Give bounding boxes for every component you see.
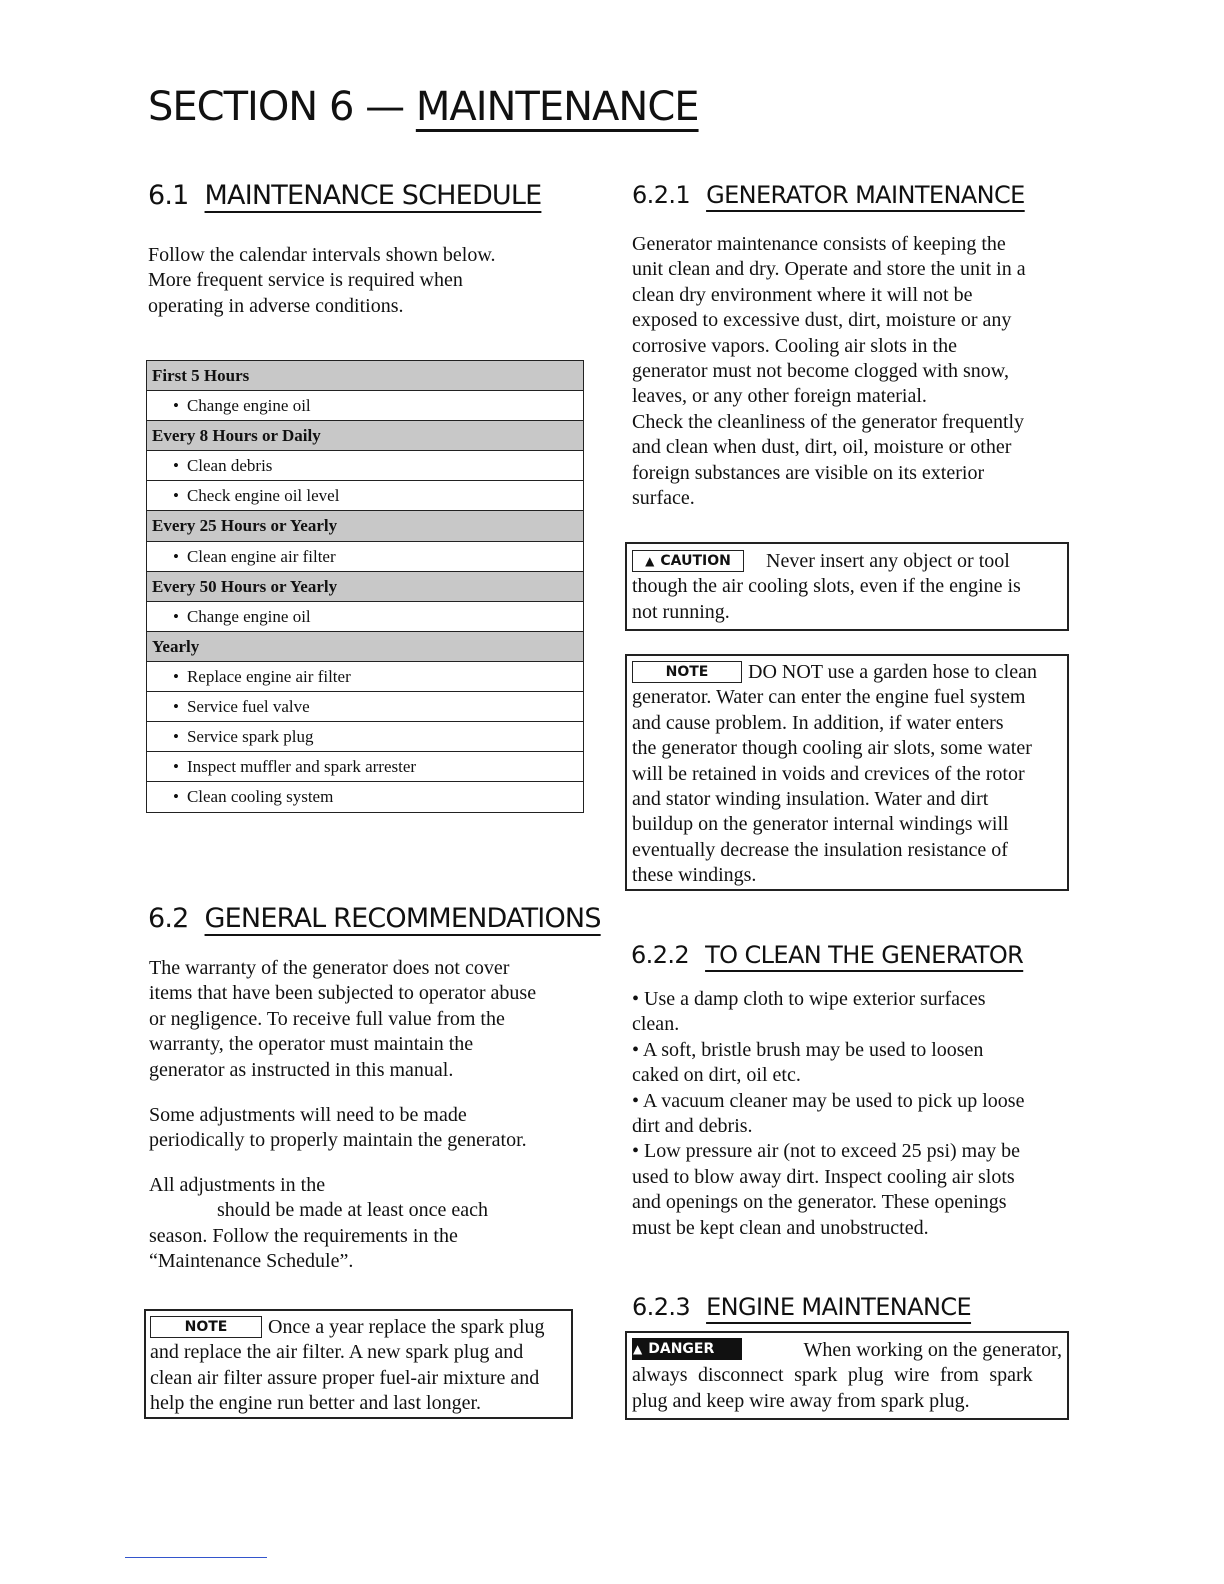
- text-line: Follow the calendar intervals shown below.: [148, 244, 496, 266]
- bullet: •: [173, 757, 179, 777]
- text-line: [150, 1315, 567, 1340]
- text-line: and cause problem. In addition, if water enters: [632, 711, 1004, 734]
- section-6-2-3-heading: [632, 1293, 971, 1321]
- task-label: Inspect muffler and spark arrester: [186, 757, 417, 777]
- bullet: •: [173, 697, 179, 717]
- list-item: caked on dirt, oil etc.: [632, 1064, 801, 1087]
- adjustments-paragraph: [149, 1103, 579, 1154]
- text-line: Some adjustments will need to be made: [149, 1104, 467, 1126]
- task-label: Service fuel valve: [186, 697, 310, 717]
- list-item: clean.: [632, 1013, 680, 1036]
- text-line: exposed to excessive dust, dirt, moisture or any: [632, 309, 1012, 332]
- page-title-main: MAINTENANCE: [415, 84, 699, 130]
- text-line: corrosive vapors. Cooling air slots in the: [632, 334, 957, 357]
- bullet: •: [173, 606, 179, 626]
- section-title: MAINTENANCE SCHEDULE: [204, 180, 542, 211]
- task-label: Replace engine air filter: [186, 666, 351, 686]
- text-line: Generator maintenance consists of keeping the: [632, 233, 1006, 255]
- bullet: •: [173, 396, 179, 416]
- schedule-interval-row: [147, 572, 583, 602]
- schedule-task-row: [147, 692, 583, 722]
- section-number: 6.2.3: [632, 1293, 691, 1321]
- text-line: The warranty of the generator does not cover: [149, 957, 510, 979]
- schedule-task-row: [147, 542, 583, 572]
- interval-label: Yearly: [152, 636, 200, 656]
- text-line: season. Follow the requirements in the: [149, 1224, 458, 1247]
- text-line: surface.: [632, 487, 695, 510]
- interval-label: Every 25 Hours or Yearly: [152, 516, 338, 536]
- task-label: Check engine oil level: [186, 486, 340, 506]
- text-line: will be retained in voids and crevices of the rotor: [632, 762, 1025, 785]
- schedule-task-row: [147, 451, 583, 481]
- text-line: periodically to properly maintain the generator.: [149, 1129, 527, 1152]
- note-text: DO NOT use a garden hose to clean: [748, 661, 1037, 683]
- warning-triangle-icon: ▲: [633, 1342, 643, 1356]
- schedule-task-row: [147, 391, 583, 421]
- caution-text: Never insert any object or tool: [766, 550, 1010, 572]
- warning-triangle-icon: ▲: [645, 554, 655, 568]
- danger-text: When working on the generator,: [803, 1339, 1062, 1361]
- text-line: items that have been subjected to operator abuse: [149, 982, 537, 1005]
- task-label: Clean debris: [186, 456, 273, 476]
- text-line: generator as instructed in this manual.: [149, 1058, 454, 1081]
- text-line: always disconnect spark plug wire from spark: [632, 1364, 1033, 1387]
- section-number: 6.2.1: [632, 181, 691, 209]
- text-line: eventually decrease the insulation resistance of: [632, 838, 1008, 861]
- interval-label: Every 8 Hours or Daily: [152, 426, 321, 446]
- task-label: Service spark plug: [186, 727, 314, 747]
- text-line: leaves, or any other foreign material.: [632, 385, 927, 408]
- text-line: clean air filter assure proper fuel-air mixture and: [150, 1366, 540, 1389]
- text-line: warranty, the operator must maintain the: [149, 1033, 474, 1056]
- text-line: buildup on the generator internal windings will: [632, 813, 1009, 836]
- schedule-interval-row: [147, 361, 583, 391]
- note-label: NOTE: [632, 661, 742, 683]
- spark-plug-note-box: [144, 1309, 573, 1419]
- list-item: • Low pressure air (not to exceed 25 psi) may be: [632, 1140, 1020, 1163]
- schedule-task-row: [147, 481, 583, 511]
- text-line: these windings.: [632, 864, 757, 887]
- text-line: plug and keep wire away from spark plug.: [632, 1389, 970, 1412]
- schedule-interval-row: [147, 511, 583, 541]
- section-6-2-heading: [148, 903, 601, 934]
- text-line: help the engine run better and last longer.: [150, 1392, 482, 1415]
- text-line: and clean when dust, dirt, oil, moisture or other: [632, 436, 1012, 459]
- caution-box: [625, 542, 1069, 631]
- section-6-1-heading: [148, 180, 541, 211]
- text-line: and stator winding insulation. Water and dirt: [632, 788, 989, 811]
- task-label: Change engine oil: [186, 606, 311, 626]
- danger-label-text: DANGER: [648, 1341, 715, 1357]
- schedule-interval-row: [147, 421, 583, 451]
- task-label: Clean cooling system: [186, 787, 334, 807]
- schedule-task-row: [147, 752, 583, 782]
- bullet: •: [173, 546, 179, 566]
- text-line: operating in adverse conditions.: [148, 294, 404, 317]
- section-title: TO CLEAN THE GENERATOR: [705, 941, 1024, 969]
- bullet: •: [173, 486, 179, 506]
- bullet: •: [173, 666, 179, 686]
- schedule-task-row: [147, 602, 583, 632]
- schedule-interval-row: [147, 632, 583, 662]
- list-item: dirt and debris.: [632, 1115, 753, 1138]
- text-line: though the air cooling slots, even if the engine is: [632, 575, 1021, 598]
- section-6-2-2-heading: [631, 941, 1023, 969]
- text-line: or negligence. To receive full value from the: [149, 1007, 505, 1030]
- section-title: GENERATOR MAINTENANCE: [706, 181, 1025, 209]
- section-number: 6.2: [148, 903, 189, 934]
- bullet: •: [173, 456, 179, 476]
- text-line: Check the cleanliness of the generator frequently: [632, 410, 1025, 433]
- schedule-task-row: [147, 662, 583, 692]
- caution-label: [632, 550, 744, 572]
- text-line: More frequent service is required when: [148, 269, 463, 292]
- interval-label: First 5 Hours: [152, 366, 250, 385]
- text-line: and replace the air filter. A new spark plug and: [150, 1341, 524, 1364]
- text-line: should be made at least once each: [217, 1199, 488, 1222]
- text-line: the generator though cooling air slots, some water: [632, 737, 1032, 760]
- section-number: 6.1: [148, 180, 189, 211]
- text-line: All adjustments in the: [149, 1174, 326, 1196]
- caution-label-text: CAUTION: [660, 553, 731, 569]
- cleaning-instructions: [632, 987, 1072, 1241]
- maintenance-schedule-table: [146, 360, 584, 813]
- text-line: [632, 549, 1062, 574]
- text-line: generator. Water can enter the engine fuel system: [632, 686, 1026, 709]
- list-item: • A soft, bristle brush may be used to loosen: [632, 1038, 984, 1061]
- section-title: ENGINE MAINTENANCE: [706, 1293, 972, 1321]
- task-label: Change engine oil: [186, 396, 311, 416]
- note-label: NOTE: [150, 1316, 262, 1338]
- warranty-paragraph: [149, 956, 579, 1083]
- text-line: [632, 1338, 1062, 1363]
- footer-rule: [125, 1557, 267, 1558]
- text-line: “Maintenance Schedule”.: [149, 1250, 354, 1273]
- bullet: •: [173, 787, 179, 807]
- schedule-task-row: [147, 782, 583, 812]
- interval-label: Every 50 Hours or Yearly: [152, 576, 338, 596]
- list-item: • Use a damp cloth to wipe exterior surfaces: [632, 988, 986, 1010]
- seasonal-adjustments-paragraph: [149, 1173, 579, 1275]
- list-item: • A vacuum cleaner may be used to pick up loose: [632, 1089, 1025, 1112]
- section-number: 6.2.2: [631, 941, 690, 969]
- danger-label: [632, 1338, 742, 1360]
- list-item: used to blow away dirt. Inspect cooling air slots: [632, 1165, 1015, 1188]
- page-title: [148, 84, 699, 130]
- note-text: Once a year replace the spark plug: [268, 1316, 545, 1338]
- text-line: unit clean and dry. Operate and store the unit in a: [632, 258, 1026, 281]
- section-title: GENERAL RECOMMENDATIONS: [204, 903, 601, 934]
- list-item: must be kept clean and unobstructed.: [632, 1216, 929, 1239]
- bullet: •: [173, 727, 179, 747]
- text-line: foreign substances are visible on its exterior: [632, 461, 985, 484]
- text-line: [632, 660, 1062, 685]
- schedule-task-row: [147, 722, 583, 752]
- danger-box: [625, 1331, 1069, 1420]
- page-title-prefix: SECTION 6 —: [148, 84, 405, 130]
- text-line: clean dry environment where it will not be: [632, 283, 973, 306]
- generator-maintenance-paragraph: [632, 232, 1072, 511]
- task-label: Clean engine air filter: [186, 546, 336, 566]
- text-line: not running.: [632, 600, 730, 623]
- text-line: generator must not become clogged with snow,: [632, 360, 1009, 383]
- list-item: and openings on the generator. These openings: [632, 1191, 1007, 1214]
- section-6-2-1-heading: [632, 181, 1025, 209]
- garden-hose-note-box: [625, 654, 1069, 891]
- schedule-intro: [148, 243, 568, 319]
